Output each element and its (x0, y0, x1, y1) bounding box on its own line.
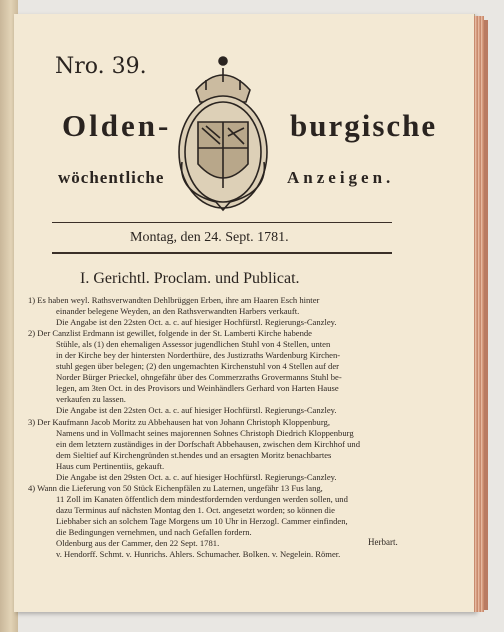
text-line: 3) Der Kaufmann Jacob Moritz zu Abbehausen hat von Johann Christoph Kloppenburg, (28, 416, 330, 427)
text-line: in der Kirche bey der hintersten Norderthüre, des Justizraths Wardenburg Kirchen- (56, 350, 341, 361)
issue-date: Montag, den 24. Sept. 1781. (130, 230, 289, 245)
text-line: Namens und in Vollmacht seines majorennen Sohnes Christoph Diedrich Kloppenburg (56, 427, 354, 438)
text-line: stuhl gegen über belegen; (2) den ungemachten Kirchenstuhl von 4 Stellen auf der (56, 361, 340, 372)
text-line: Oldenburg aus der Cammer, den 22 Sept. 1781. (56, 538, 220, 549)
text-line: 11 Zoll im Kanaten öffentlich dem mindestfordernden verdungen werden sollen, und (56, 493, 348, 504)
signature: Herbart. (368, 537, 398, 547)
text-line: verkaufen zu lassen. (56, 394, 126, 405)
masthead-title-left: Olden- (62, 108, 172, 143)
header-rule-bottom (52, 252, 392, 254)
text-line: Stühle, als (1) den ehemaligen Assessor jugendlichen Stuhl von 4 Stellen, unten (56, 339, 331, 350)
coat-of-arms-icon (176, 52, 270, 212)
article-body (28, 295, 408, 560)
text-line: Die Angabe ist den 22sten Oct. a. c. auf hiesiger Hochfürstl. Regierungs-Canzley. (56, 405, 337, 416)
masthead-subtitle-left: wöchentliche (58, 168, 165, 187)
text-line: ein dem letztern zuständiges in der Dorfschaft Abbehausen, zwischen dem Kirchhof und (56, 438, 361, 449)
text-line: dem Sieltief auf Kirchengründen st.hendes und an ersagten Moritz benachbartes (56, 449, 332, 460)
text-line: Die Angabe ist den 29sten Oct. a. c. auf hiesiger Hochfürstl. Regierungs-Canzley. (56, 471, 337, 482)
header-rule-top (52, 222, 392, 223)
masthead-title-right: burgische (290, 108, 438, 143)
page-stack-shadow (484, 20, 488, 610)
text-line: Haus cum Pertinentiis, gekauft. (56, 460, 165, 471)
text-line: 2) Der Canzlist Erdmann ist gewillet, folgende in der St. Lamberti Kirche habende (28, 328, 312, 339)
text-line: Norder Bürger Prieckel, ohngefähr über des Commerzraths Grovermanns Stuhl be- (56, 372, 342, 383)
text-line: einander belegene Weyden, an den Rathsverwandten Harbers verkauft. (56, 306, 300, 317)
text-line: die Bedingungen vernehmen, und nach Gefallen fordern. (56, 526, 252, 537)
text-line: Liebhaber sich an solchem Tage Morgens um 10 Uhr in Herzogl. Cammer einfinden, (56, 515, 348, 526)
page-stack-edge (474, 16, 484, 612)
text-line: Die Angabe ist den 22sten Oct. a. c. auf hiesiger Hochfürstl. Regierungs-Canzley. (56, 317, 337, 328)
text-line: legen, am 3ten Oct. in des Provisors und Weinhändlers Gerhard von Harten Hause (56, 383, 339, 394)
section-heading: I. Gerichtl. Proclam. und Publicat. (80, 270, 300, 287)
text-line: 1) Es haben weyl. Rathsverwandten Dehlbrüggen Erben, ihre am Haaren Esch hinter (28, 295, 320, 305)
text-line: dazu Terminus auf nächsten Montag den 1. Oct. angesetzt worden; so können die (56, 504, 335, 515)
text-line: 4) Wann die Lieferung von 50 Stück Eichenpfälen zu Laternen, ungefähr 13 Fus lang, (28, 482, 323, 493)
signatories-line: v. Hendorff. Schmt. v. Hunrichs. Ahlers. Schumacher. Bolken. v. Negelein. Römer. (56, 549, 341, 560)
masthead-subtitle-right: Anzeigen. (287, 168, 395, 187)
issue-number: Nro. 39. (55, 54, 147, 79)
